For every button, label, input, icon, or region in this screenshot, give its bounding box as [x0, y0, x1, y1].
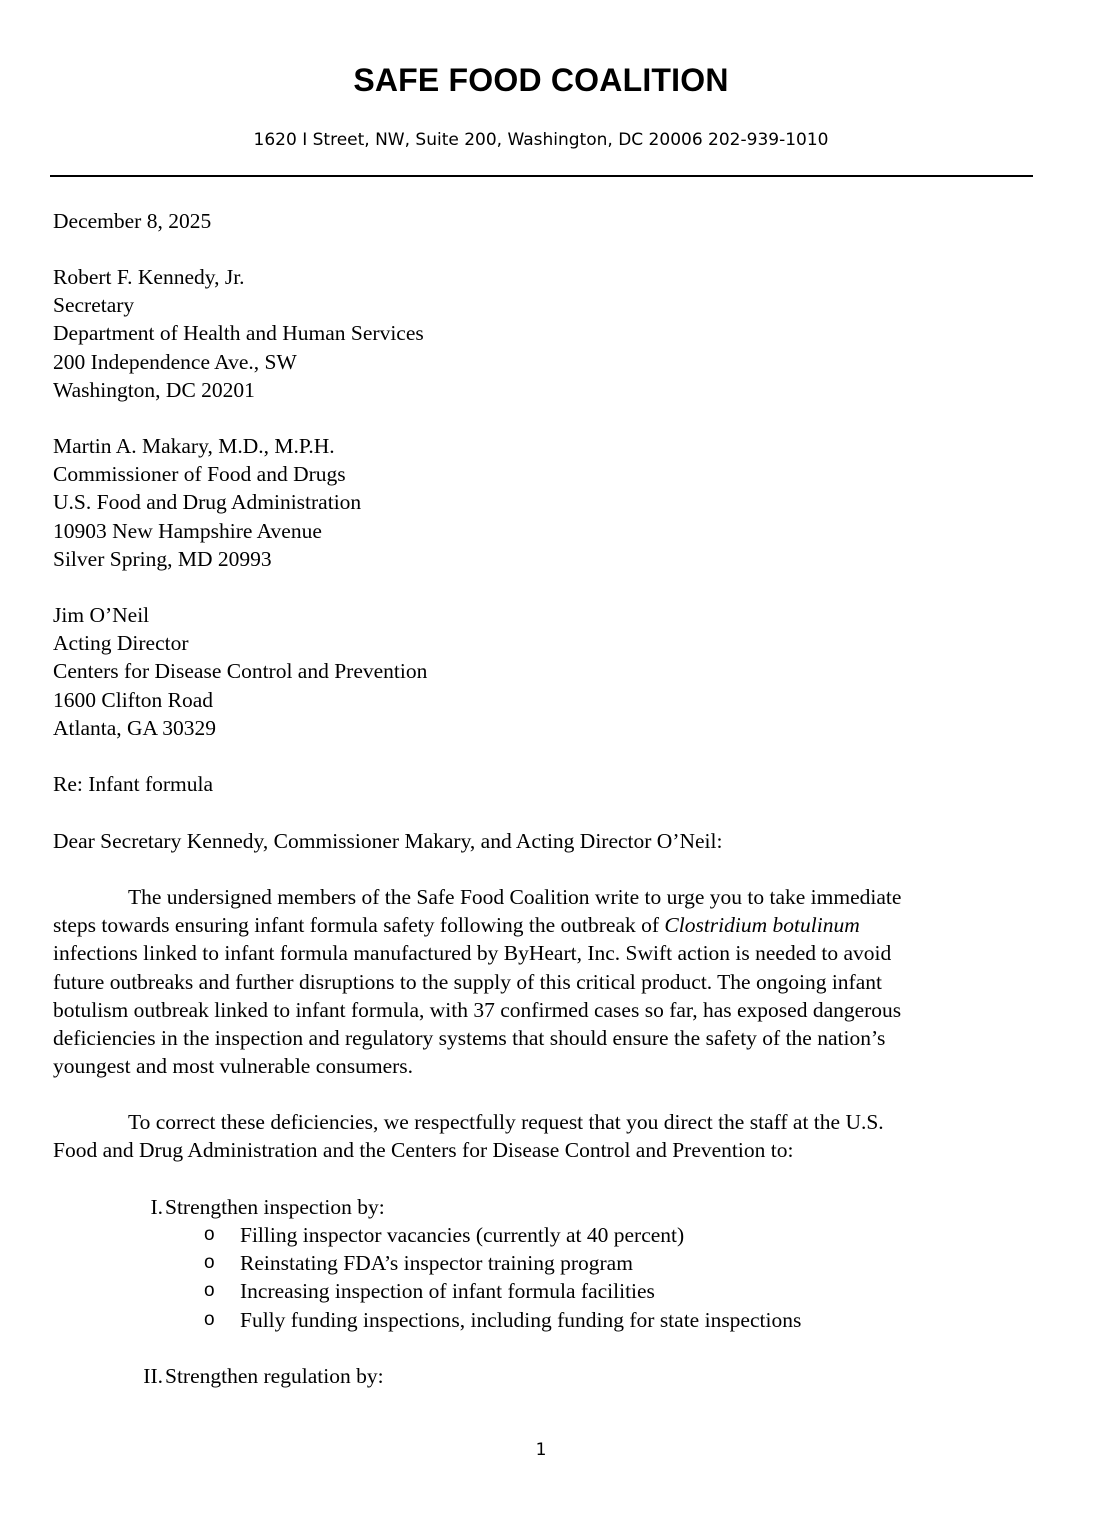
- recipient-line: Atlanta, GA 30329: [53, 715, 217, 740]
- hollow-bullet-icon: o: [204, 1280, 215, 1302]
- subject-line: [53, 770, 1018, 798]
- paragraph-line: [53, 911, 1018, 939]
- hollow-bullet-icon: o: [204, 1224, 215, 1245]
- paragraph-intro: [53, 883, 1018, 1080]
- paragraph-line: youngest and most vulnerable consumers.: [53, 1054, 414, 1079]
- paragraph-line: Food and Drug Administration and the Centers for Disease Control and Prevention to:: [53, 1138, 794, 1163]
- request-numeral: I.: [150, 1195, 163, 1219]
- recipient-line: Centers for Disease Control and Prevention: [53, 659, 428, 684]
- recipient-line: Acting Director: [53, 631, 189, 656]
- recipient-line: Department of Health and Human Services: [53, 321, 424, 346]
- list-spacer: [53, 1334, 1018, 1362]
- organization-name: SAFE FOOD COALITION: [353, 62, 729, 98]
- subitem-text: Filling inspector vacancies (currently at 40 percent): [240, 1223, 685, 1247]
- request-subitem: [53, 1277, 1018, 1305]
- paragraph-line: deficiencies in the inspection and regulatory systems that should ensure the safety of the nation’s: [53, 1026, 886, 1051]
- subject-text: Re: Infant formula: [53, 772, 214, 796]
- recipient-line: Washington, DC 20201: [53, 377, 255, 402]
- paragraph-request: [53, 1108, 1018, 1164]
- recipient-line: Commissioner of Food and Drugs: [53, 462, 346, 487]
- recipient-block-cdc: [53, 601, 1018, 742]
- recipient-line: 10903 New Hampshire Avenue: [53, 518, 322, 543]
- recipient-line: Robert F. Kennedy, Jr.: [53, 265, 245, 289]
- recipient-line: Secretary: [53, 293, 135, 318]
- request-list: [53, 1193, 1018, 1390]
- hollow-bullet-icon: o: [204, 1252, 215, 1274]
- paragraph-line: To correct these deficiencies, we respectfully request that you direct the staff at the U.S.: [128, 1110, 884, 1134]
- paragraph-line: botulism outbreak linked to infant formula, with 37 confirmed cases so far, has exposed dangerous: [53, 997, 902, 1022]
- salutation: [53, 827, 1018, 855]
- recipient-line: 1600 Clifton Road: [53, 687, 214, 712]
- salutation-text: Dear Secretary Kennedy, Commissioner Makary, and Acting Director O’Neil:: [53, 829, 723, 853]
- paragraph-text: steps towards ensuring infant formula safety following the outbreak of: [53, 913, 665, 938]
- request-subitem: [53, 1221, 1018, 1249]
- paragraph-line: future outbreaks and further disruptions to the supply of this critical product. The ongoing infant: [53, 969, 882, 994]
- request-text: Strengthen inspection by:: [165, 1195, 385, 1219]
- request-subitem: [53, 1306, 1018, 1334]
- paragraph-line: infections linked to infant formula manufactured by ByHeart, Inc. Swift action is needed to avoid: [53, 941, 892, 966]
- request-item: [53, 1362, 1018, 1390]
- organism-name: Clostridium botulinum: [664, 913, 860, 938]
- subitem-text: Fully funding inspections, including funding for state inspections: [240, 1307, 802, 1332]
- recipient-line: Jim O’Neil: [53, 603, 150, 627]
- request-item: [53, 1193, 1018, 1221]
- recipient-line: 200 Independence Ave., SW: [53, 349, 297, 374]
- recipient-line: Silver Spring, MD 20993: [53, 546, 272, 571]
- date-line: December 8, 2025: [53, 209, 212, 233]
- subitem-text: Reinstating FDA’s inspector training program: [240, 1251, 633, 1276]
- paragraph-line: The undersigned members of the Safe Food Coalition write to urge you to take immediate: [128, 885, 902, 909]
- hollow-bullet-icon: o: [204, 1308, 215, 1330]
- organization-address: 1620 I Street, NW, Suite 200, Washington, DC 20006 202-939-1010: [253, 130, 829, 150]
- recipient-block-fda: [53, 432, 1018, 573]
- request-numeral: II.: [143, 1363, 163, 1388]
- recipient-line: Martin A. Makary, M.D., M.P.H.: [53, 434, 335, 458]
- page-number: 1: [535, 1440, 547, 1460]
- letterhead-divider: [50, 175, 1033, 177]
- letter-date: [53, 207, 1018, 235]
- recipient-line: U.S. Food and Drug Administration: [53, 490, 362, 515]
- subitem-text: Increasing inspection of infant formula facilities: [240, 1279, 655, 1304]
- request-subitem: [53, 1249, 1018, 1277]
- recipient-block-hhs: [53, 263, 1018, 404]
- request-text: Strengthen regulation by:: [165, 1363, 384, 1388]
